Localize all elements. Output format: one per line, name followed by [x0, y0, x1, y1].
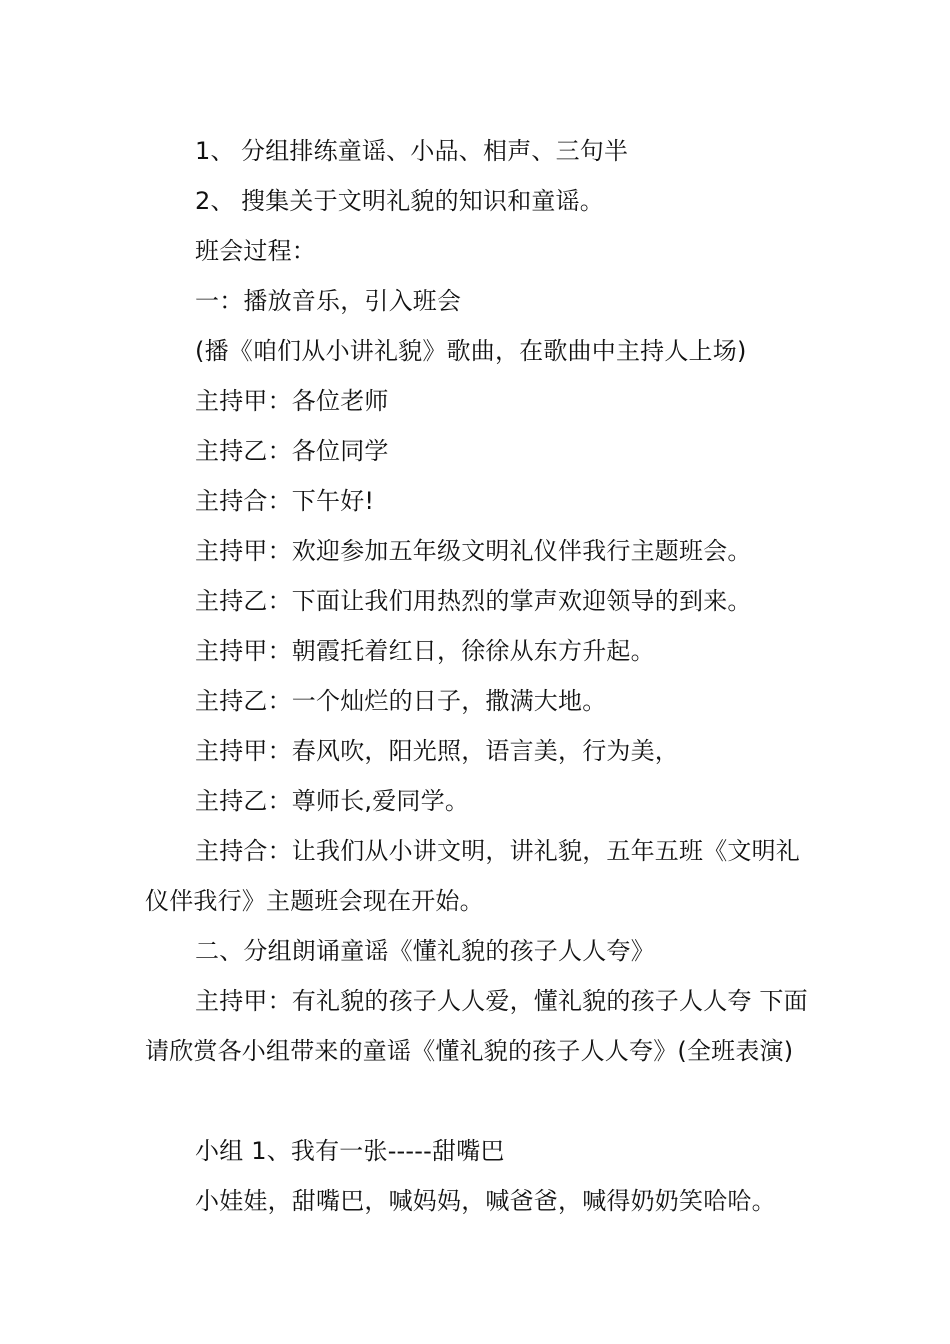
dialogue-line: 主持甲：春风吹，阳光照，语言美，行为美， — [195, 737, 679, 765]
dialogue-line: 主持甲：各位老师 — [195, 387, 389, 415]
dialogue-line: 主持乙：各位同学 — [195, 437, 389, 465]
group-title: 小组 1、我有一张-----甜嘴巴 — [195, 1137, 505, 1165]
list-item-1 — [195, 136, 815, 166]
section-heading-2: 二、分组朗诵童谣《懂礼貌的孩子人人夸》 — [195, 937, 655, 965]
section-heading-1: 一：播放音乐，引入班会 — [195, 287, 462, 315]
dialogue-paragraph: 主持甲：有礼貌的孩子人人爱，懂礼貌的孩子人人夸 下面请欣赏各小组带来的童谣《懂礼貌的孩子人人夸》(全班表演) — [145, 987, 808, 1065]
dialogue-line: 主持甲：欢迎参加五年级文明礼仪伴我行主题班会。 — [195, 537, 752, 565]
list-text: 分组排练童谣、小品、相声、三句半 — [241, 137, 629, 165]
dialogue-line: 主持乙：尊师长,爱同学。 — [195, 787, 470, 815]
dialogue-line: 主持乙：下面让我们用热烈的掌声欢迎领导的到来。 — [195, 587, 752, 615]
dialogue-paragraph: 主持合：让我们从小讲文明，讲礼貌，五年五班《文明礼仪伴我行》主题班会现在开始。 — [145, 837, 800, 915]
section-heading-process: 班会过程： — [195, 237, 316, 265]
rhyme-line: 小娃娃，甜嘴巴，喊妈妈，喊爸爸，喊得奶奶笑哈哈。 — [195, 1187, 776, 1215]
dialogue-line: 主持乙：一个灿烂的日子，撒满大地。 — [195, 687, 607, 715]
list-number: 2、 — [195, 187, 235, 215]
dialogue-line: 主持甲：朝霞托着红日，徐徐从东方升起。 — [195, 637, 655, 665]
list-text: 搜集关于文明礼貌的知识和童谣。 — [241, 187, 604, 215]
list-number: 1、 — [195, 137, 235, 165]
stage-direction: (播《咱们从小讲礼貌》歌曲，在歌曲中主持人上场) — [195, 337, 747, 365]
dialogue-line: 主持合：下午好! — [195, 487, 375, 515]
list-item-2 — [195, 186, 815, 216]
